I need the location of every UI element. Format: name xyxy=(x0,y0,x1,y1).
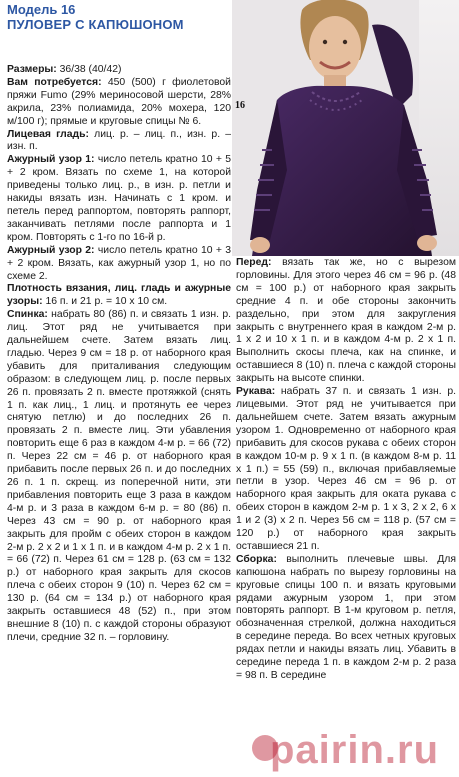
lace-pattern-2-paragraph: Ажурный узор 2: число петель кратно 10 + 3 + 2 кром. Вязать, как ажурный узор 1, но по схеме 2. xyxy=(7,244,231,282)
gauge-paragraph: Плотность вязания, лиц. гладь и ажурные узоры: 16 п. и 21 р. = 10 x 10 см. xyxy=(7,283,231,308)
stockinette-paragraph: Лицевая гладь: лиц. р. – лиц. п., изн. р. – изн. п. xyxy=(7,128,231,153)
lace-pattern-1-paragraph: Ажурный узор 1: число петель кратно 10 + 5 + 2 кром. Вязать по схеме 1, на которой приведены только лиц. р., в изн. р. петли и накиды вязать изн. Начинать с 1 кром. и петель перед раппортом, повторять раппорт, заканчивать петлями после раппорта и 1 кром. Повторять с 1-го по 16-й р. xyxy=(7,154,231,243)
sizes-paragraph: Размеры: 36/38 (40/42) xyxy=(7,64,122,75)
sleeves-paragraph: Рукава: набрать 37 п. и связать 1 изн. р. лицевыми. Этот ряд не учитывается при дальнейшем счете. Затем вязать ажурным узором 1. Одновременно от наборного края прибавить для скосов рукава с обеих сторон в каждом 10-м р. 9 x 1 п. (в каждом 8-м р. 11 x 1 п.) = 55 (59) п., включая прибавляемые петли в узор. Через 46 см = 96 р. от наборного края закрыть для оката рукава с обеих сторон в каждом 2-м р. 1 x 3, 2 x 2, 6 x 1 и 2 (3) x 2 п. Через 56 см = 118 р. (57 см = 120 р.) от наборного края закрыть оставшиеся 21 п. xyxy=(236,386,456,552)
assembly-paragraph: Сборка: выполнить плечевые швы. Для капюшона набрать по вырезу горловины на круговые спицы 100 п. и вязать круговыми рядами ажурным узором 1, при этом повторять раппорт. В 1-м круговом р. петля, обозначенная стрелкой, должна находиться в середине переда. Во всех четных круговых рядах петли и накиды вязать лиц. Убавить в середине переда 1 п. в каждом 2-м р. 2 раза = 98 п. В середине xyxy=(236,553,456,681)
materials-paragraph: Вам потребуется: 450 (500) г фиолетовой пряжи Fumo (29% мериносовой шерсти, 28% акрила, 23% полиамида, 20% мохера, 120 м/100 г); прямые и круговые спицы № 6. xyxy=(7,76,231,127)
watermark-text: pairin.ru xyxy=(270,728,440,772)
right-column xyxy=(236,257,456,683)
photo-number: 16 xyxy=(235,100,245,111)
model-photo xyxy=(232,0,459,256)
left-column xyxy=(7,64,231,645)
front-paragraph: Перед: вязать так же, но с вырезом горловины. Для этого через 46 см = 96 р. (48 см = 100 р.) от наборного края закрыть средние 4 п. и обе стороны закончить раздельно, при этом для закругления закрыть с внутреннего края в каждом 2-м р. 1 x 2 и 10 x 1 п. и в каждом 4-м р. 2 x 1 п. Выполнить скосы плеча, как на спинке, и оставшиеся 8 (10) п. плеча с каждой стороны закрыть на высоте спинки. xyxy=(236,257,456,385)
garment-name: ПУЛОВЕР С КАПЮШОНОМ xyxy=(7,17,184,32)
back-paragraph: Спинка: набрать 80 (86) п. и связать 1 изн. р. лиц. Этот ряд не учитывается при дальнейшем счете. Затем вязать лиц. гладью. Через 9 см = 18 р. от наборного края убавить для приталивания следующим образом: в следующем лиц. р. после первых 26 п. провязать 2 п. вместе протяжкой (снять 1 п. как лиц., 1 лиц. и протянуть ее через снятую петлю) и до последних 26 п. провязать 2 п. вместе лиц. Эти убавления повторить еще 6 раз в каждом 4-м р. = 66 (72) п. Через 22 см = 46 р. от наборного края прибавить после первых 26 п. и до последних 26 п. 1 п. скрещ. из поперечной нити, эти прибавления повторить еще 3 раза в каждом 4-м р. и 3 раза в каждом 6-м р. = 80 (86) п. Через 43 см = 90 р. от наборного края закрыть для пройм с обеих сторон в каждом 2-м р. 2 x 2 и 1 x 1 п. и в каждом 4-м р. 2 x 1 п. = 66 (72) п. Через 61 см = 128 р. (63 см = 132 р.) от наборного края закрыть для скосов плеча с обеих сторон 9 (10) п. Через 62 см = 130 р. (64 см = 134 р.) от наборного края закрыть оставшиеся 48 (52) п., при этом внешние 8 (10) п. с каждой стороны образуют плечи, средние 32 п. – горловину. xyxy=(7,309,231,643)
pattern-title xyxy=(7,2,232,32)
woman-in-hoodie-illustration xyxy=(232,0,459,256)
model-number: Модель 16 xyxy=(7,2,76,17)
